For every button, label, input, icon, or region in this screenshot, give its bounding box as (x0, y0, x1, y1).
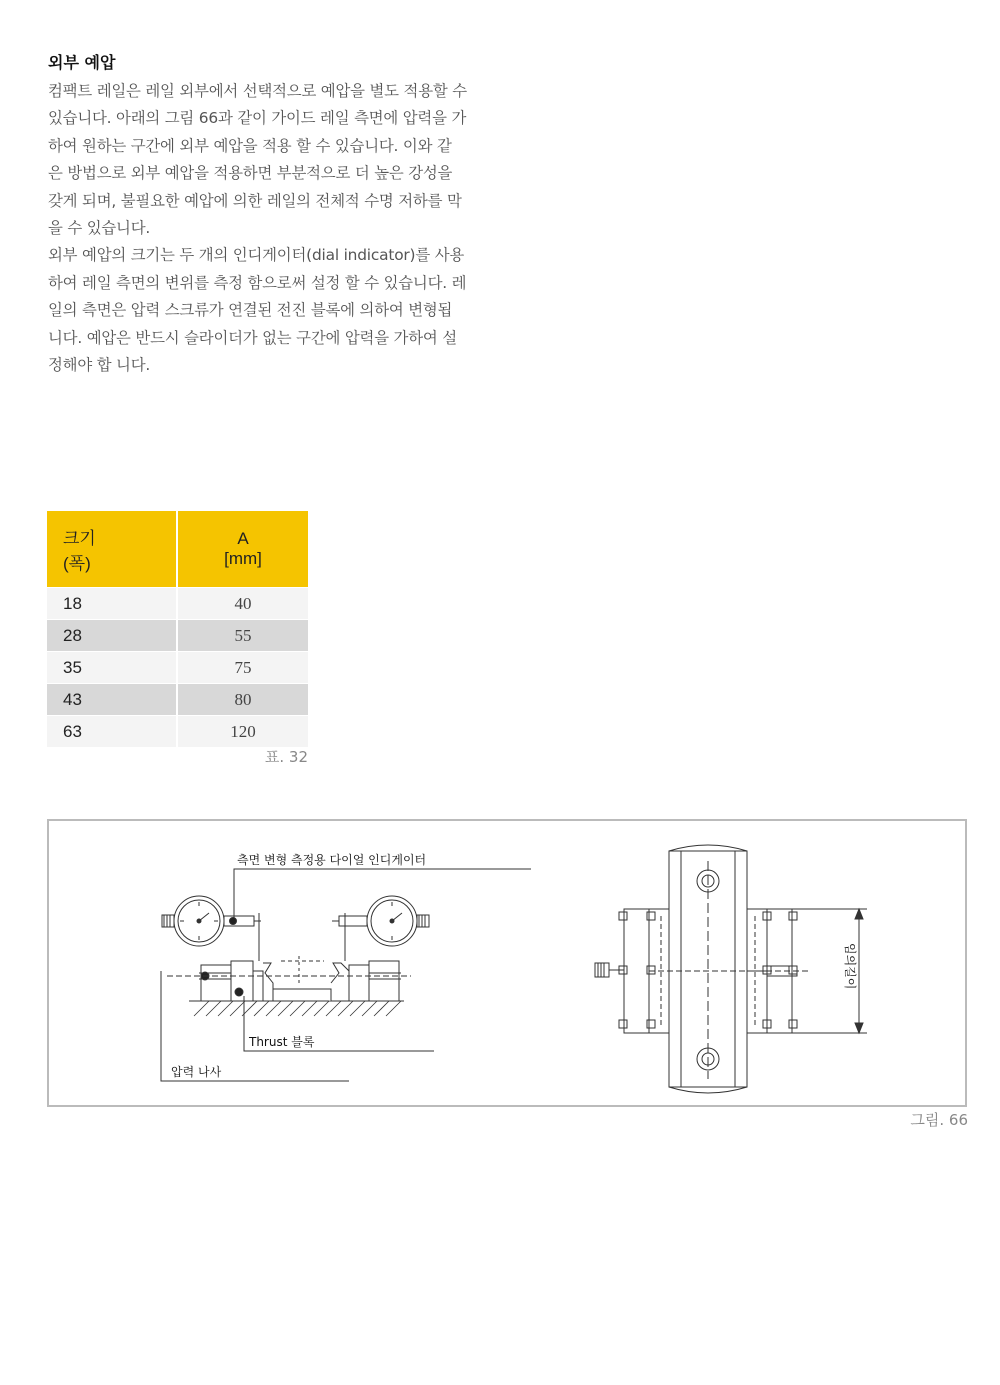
cell-a: 40 (177, 588, 308, 620)
table-row (47, 620, 308, 652)
rail-top-view (669, 845, 747, 1093)
cell-size: 63 (47, 716, 177, 748)
size-table (47, 511, 308, 747)
paragraph-line: 있습니다. 아래의 그림 66과 같이 가이드 레일 측면에 압력을 가 (48, 109, 467, 128)
header-a-line1: A (237, 529, 249, 548)
paragraph-line: 을 수 있습니다. (48, 219, 151, 238)
label-indicator: 측면 변형 측정용 다이얼 인디게이터 (237, 853, 427, 867)
table-row (47, 588, 308, 620)
table-row (47, 716, 308, 748)
cell-size: 18 (47, 588, 177, 620)
table-row (47, 652, 308, 684)
cell-a: 120 (177, 716, 308, 748)
body-paragraph (48, 78, 500, 379)
cell-a: 75 (177, 652, 308, 684)
table-caption: 표. 32 (264, 748, 308, 766)
header-size (47, 511, 177, 588)
paragraph-line: 일의 측면은 압력 스크류가 연결된 전진 블록에 의하여 변형됩 (48, 301, 453, 320)
paragraph-line: 은 방법으로 외부 예압을 적용하면 부분적으로 더 높은 강성을 (48, 164, 453, 183)
paragraph-line: 정해야 합 니다. (48, 356, 151, 375)
paragraph-line: 컴팩트 레일은 레일 외부에서 선택적으로 예압을 별도 적용할 수 (48, 82, 467, 100)
table-header-row (47, 511, 308, 588)
label-thrust-block: Thrust 블록 (249, 1035, 315, 1049)
label-pressure-screw: 압력 나사 (171, 1065, 222, 1079)
left-clamp-block (595, 909, 669, 1033)
paragraph-line: 외부 예압의 크기는 두 개의 인디게이터(dial indicator)를 사용 (48, 246, 465, 265)
header-a-line2: [mm] (224, 549, 262, 568)
cell-size: 43 (47, 684, 177, 716)
header-size-line2: (폭) (63, 554, 91, 573)
right-dial-indicator-icon (332, 896, 429, 946)
section-heading: 외부 예압 (48, 53, 116, 72)
figure-caption: 그림. 66 (910, 1111, 968, 1129)
figure-frame (47, 819, 967, 1107)
header-a (177, 511, 308, 588)
paragraph-line: 하여 레일 측면의 변위를 측정 함으로써 설정 할 수 있습니다. 레 (48, 273, 467, 292)
cell-size: 35 (47, 652, 177, 684)
table-row (47, 684, 308, 716)
paragraph-line: 하여 원하는 구간에 외부 예압을 적용 할 수 있습니다. 이와 같 (48, 136, 452, 155)
cell-a: 55 (177, 620, 308, 652)
paragraph-line: 갖게 되며, 불필요한 예압에 의한 레일의 전체적 수명 저하를 막 (48, 191, 462, 210)
left-dial-indicator-icon (162, 896, 261, 946)
cell-size: 28 (47, 620, 177, 652)
header-size-line1: 크기 (63, 529, 96, 548)
label-arbitrary-length: 임의길이 (843, 943, 857, 990)
paragraph-line: 니다. 예압은 반드시 슬라이더가 없는 구간에 압력을 가하여 설 (48, 328, 457, 347)
cell-a: 80 (177, 684, 308, 716)
